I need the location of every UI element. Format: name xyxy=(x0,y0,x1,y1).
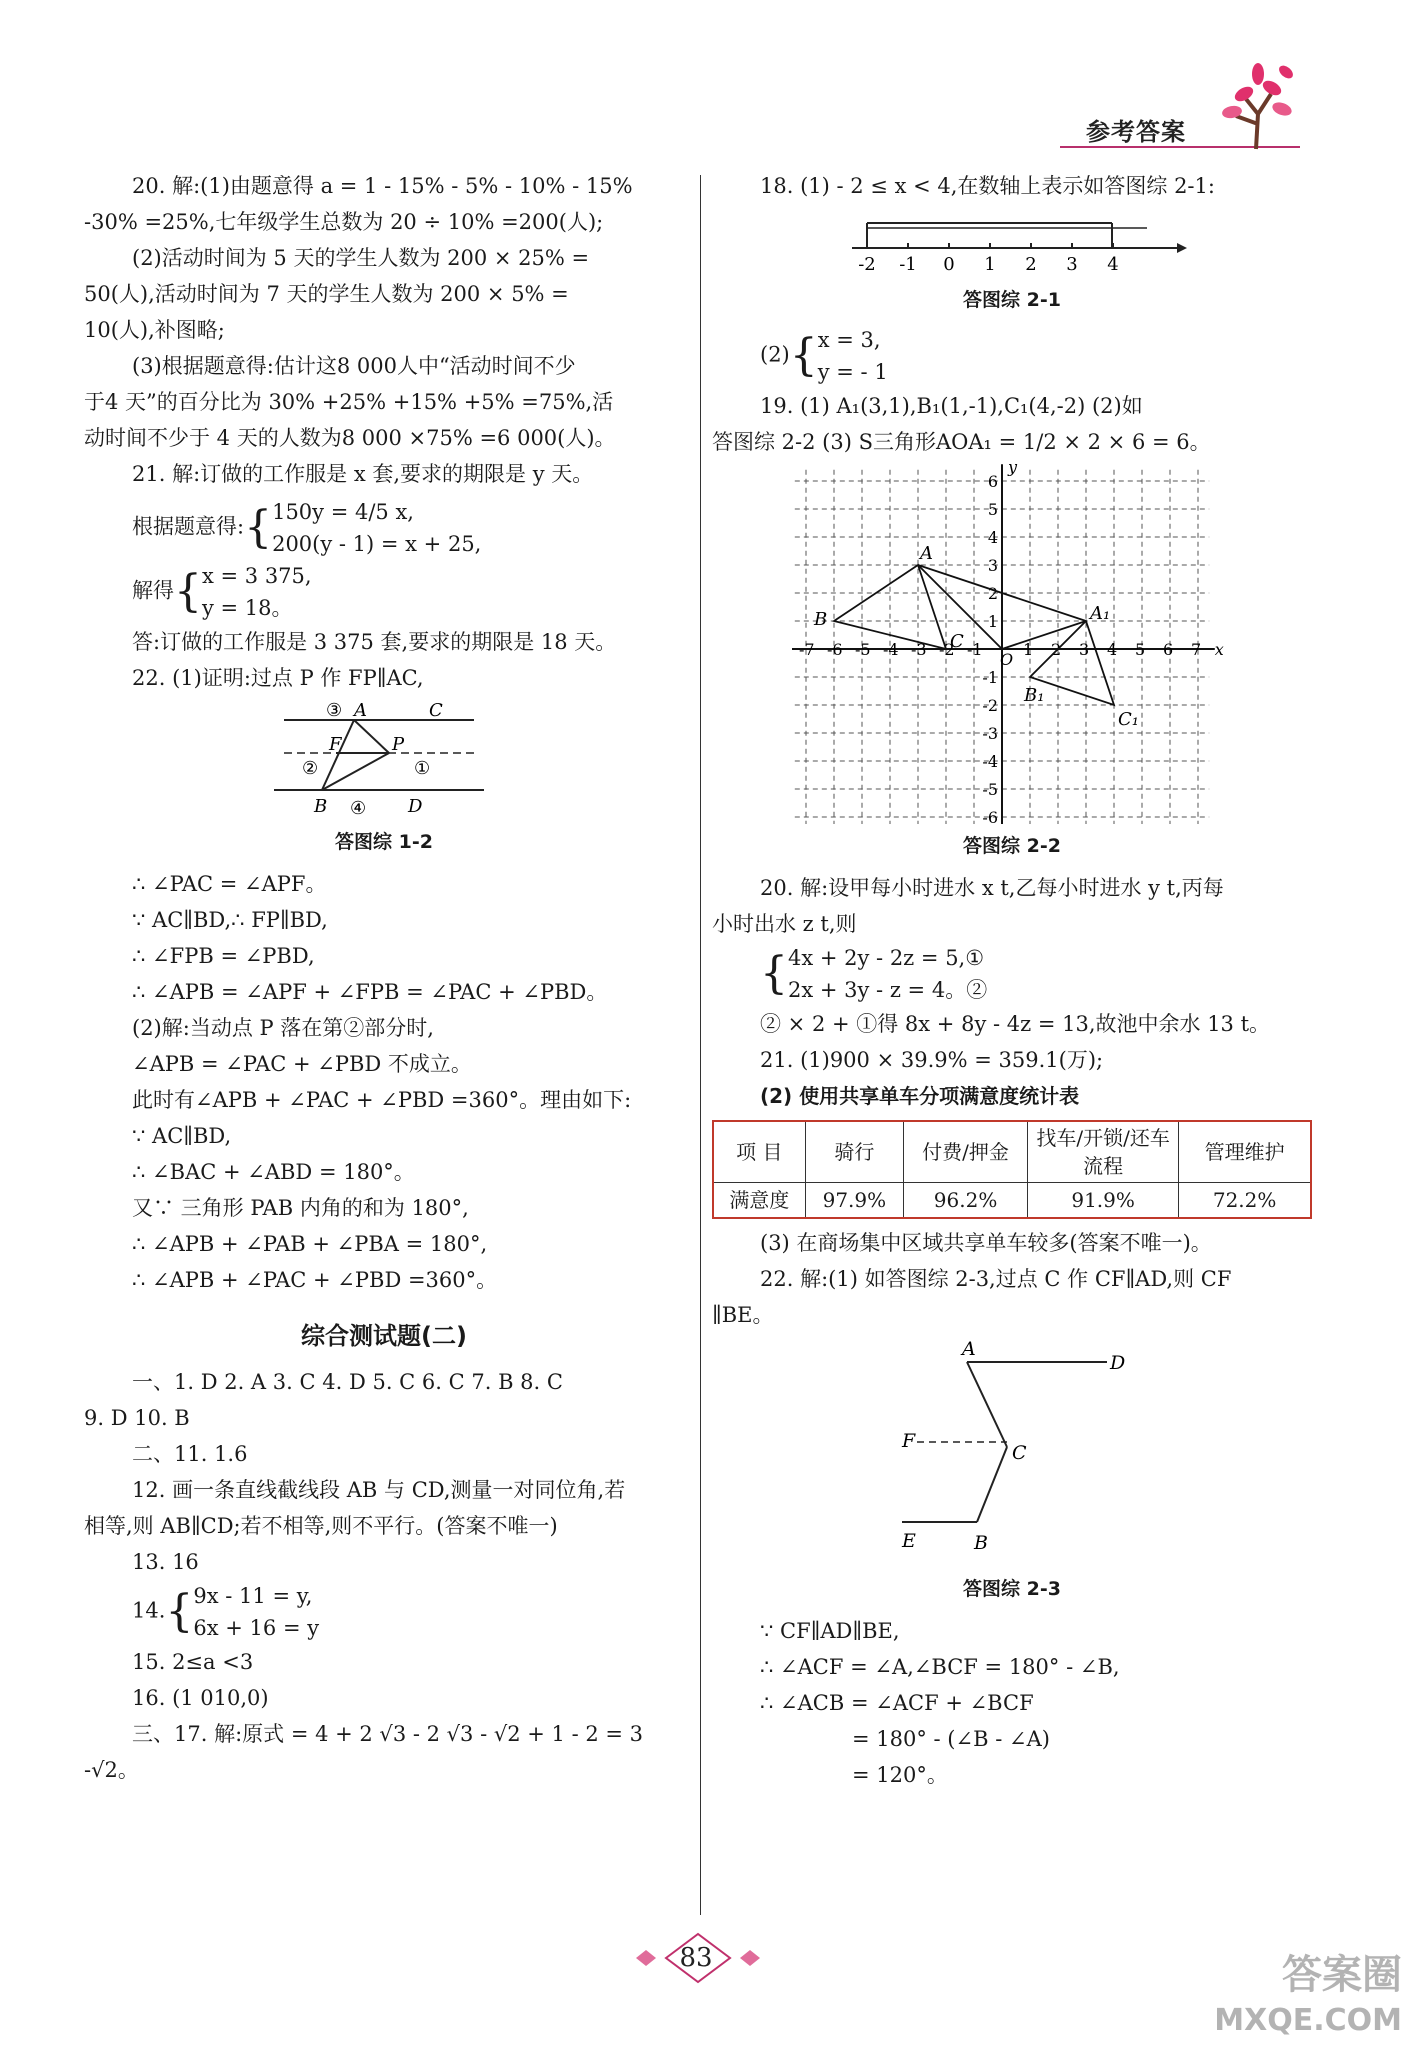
q18b-eq2: y = - 1 xyxy=(817,360,888,384)
figure-caption: 答图综 2-2 xyxy=(963,835,1061,857)
point-label-a1: A₁ xyxy=(1090,603,1111,624)
fig12-label: ③ xyxy=(326,700,343,721)
q21-sol2: y = 18。 xyxy=(202,596,293,620)
q18b-system xyxy=(712,324,1312,388)
y-tick-label: 5 xyxy=(987,500,998,519)
fig12-label: ② xyxy=(302,758,319,779)
section-title: 综合测试题(二) xyxy=(301,1322,467,1350)
fill14-num: 14. xyxy=(132,1598,166,1623)
x-tick-label: -4 xyxy=(883,640,899,659)
fig23-label: E xyxy=(902,1530,916,1552)
right-column xyxy=(712,168,1312,1793)
table-cell: 97.9% xyxy=(805,1183,903,1219)
brace-icon: { xyxy=(165,1586,194,1637)
mc-answers: 一、1. D 2. A 3. C 4. D 5. C 6. C 7. B 8. C xyxy=(132,1370,563,1394)
column-divider xyxy=(700,175,701,1915)
x-tick-label: -2 xyxy=(939,640,955,659)
x-tick-label: -5 xyxy=(855,640,871,659)
proof-line: ∵ AC∥BD, xyxy=(132,1124,232,1148)
table-header-cell: 项 目 xyxy=(713,1121,805,1183)
proof-line: ∵ AC∥BD,∴ FP∥BD, xyxy=(132,908,328,932)
x-tick-label: 3 xyxy=(1079,640,1090,659)
table-cell: 91.9% xyxy=(1028,1183,1179,1219)
q21-eq1: 150y = 4/5 x, xyxy=(272,500,414,524)
fill-answer: 16. (1 010,0) xyxy=(132,1686,269,1710)
y-tick-label: -1 xyxy=(982,668,998,687)
q21-line: (3) 在商场集中区域共享单车较多(答案不唯一)。 xyxy=(760,1231,1212,1255)
proof-line: ∴ ∠PAC = ∠APF。 xyxy=(132,872,327,896)
fill14-eq1: 9x - 11 = y, xyxy=(193,1584,313,1608)
q18b-eq1: x = 3, xyxy=(817,328,881,352)
number-line-tick-label: 4 xyxy=(1107,254,1119,275)
q21-line: 21. (1)900 × 39.9% = 359.1(万); xyxy=(760,1048,1104,1072)
q20-line: 20. 解:设甲每小时进水 x t,乙每小时进水 y t,丙每 xyxy=(760,876,1224,900)
table-header-row xyxy=(713,1121,1311,1183)
x-axis-label: x xyxy=(1214,640,1224,659)
proof-line: 又∵ 三角形 PAB 内角的和为 180°, xyxy=(132,1196,469,1220)
q21-eq2: 200(y - 1) = x + 25, xyxy=(272,532,482,556)
q20-system xyxy=(712,942,1312,1006)
fig12-label: F xyxy=(329,734,342,755)
q20-line: (3)根据题意得:估计这8 000人中“活动时间不少 xyxy=(132,354,576,378)
fill-answer: 15. 2≤a <3 xyxy=(132,1650,254,1674)
number-line-tick-label: 3 xyxy=(1066,254,1078,275)
proof-line: ∴ ∠ACB = ∠ACF + ∠BCF xyxy=(760,1691,1034,1715)
q17-line: 三、17. 解:原式 = 4 + 2 √3 - 2 √3 - √2 + 1 - 2 = 3 xyxy=(132,1722,644,1746)
fig23-label: D xyxy=(1110,1352,1126,1374)
q19-line: 答图综 2-2 (3) S三角形AOA₁ = 1/2 × 2 × 6 = 6。 xyxy=(712,430,1211,454)
fill14-eq2: 6x + 16 = y xyxy=(193,1616,320,1640)
x-tick-label: 4 xyxy=(1107,640,1118,659)
table-cell: 96.2% xyxy=(904,1183,1028,1219)
x-tick-label: 7 xyxy=(1191,640,1202,659)
fig23-label: C xyxy=(1012,1442,1027,1464)
q20-eq1: 4x + 2y - 2z = 5,① xyxy=(788,946,985,970)
tree-logo-icon xyxy=(1206,54,1306,154)
point-label-b: B xyxy=(814,609,828,630)
q20-line: 动时间不少于 4 天的人数为8 000 ×75% =6 000(人)。 xyxy=(84,426,616,450)
q21-sol1: x = 3 375, xyxy=(202,564,312,588)
fig12-label: ① xyxy=(414,758,431,779)
x-tick-label: 1 xyxy=(1023,640,1034,659)
figure-1-2 xyxy=(274,700,494,820)
q20-line: ② × 2 + ①得 8x + 8y - 4z = 13,故池中余水 13 t。 xyxy=(760,1012,1271,1036)
q20-line: -30% =25%,七年级学生总数为 20 ÷ 10% =200(人); xyxy=(84,210,604,234)
table-header-cell: 管理维护 xyxy=(1179,1121,1311,1183)
y-tick-label: 6 xyxy=(987,472,998,491)
table-title: (2) 使用共享单车分项满意度统计表 xyxy=(760,1084,1080,1108)
number-line-tick-label: -1 xyxy=(899,254,917,275)
brace-icon: { xyxy=(789,330,818,381)
x-tick-label: -1 xyxy=(967,640,983,659)
table-cell: 满意度 xyxy=(713,1183,805,1219)
q22-intro: 22. (1)证明:过点 P 作 FP∥AC, xyxy=(132,666,424,690)
proof-line: ∴ ∠APB + ∠PAB + ∠PBA = 180°, xyxy=(132,1232,488,1256)
fig12-label: P xyxy=(392,734,405,755)
watermark-text: 答案圈 xyxy=(1282,1952,1402,1998)
table-header-cell: 付费/押金 xyxy=(904,1121,1028,1183)
header-label: 参考答案 xyxy=(1086,118,1186,146)
fig23-label: A xyxy=(962,1338,976,1360)
number-line-tick-label: -2 xyxy=(858,254,876,275)
watermark xyxy=(1214,1952,1402,2044)
y-tick-label: 4 xyxy=(987,528,998,547)
fig12-label: C xyxy=(429,700,443,721)
fill-answer: 13. 16 xyxy=(132,1550,199,1574)
page-number: 83 xyxy=(679,1943,713,1973)
q21-answer: 答:订做的工作服是 3 375 套,要求的期限是 18 天。 xyxy=(132,630,617,654)
proof-line: = 120°。 xyxy=(852,1763,948,1787)
proof-line: ∴ ∠BAC + ∠ABD = 180°。 xyxy=(132,1160,415,1184)
brace-icon: { xyxy=(760,948,788,999)
q21-solution xyxy=(84,560,684,624)
mc-answers: 9. D 10. B xyxy=(84,1406,190,1430)
q20-line: 于4 天”的百分比为 30% +25% +15% +5% =75%,活 xyxy=(84,390,614,414)
x-tick-label: 2 xyxy=(1051,640,1062,659)
point-label-a: A xyxy=(920,543,933,564)
proof-line: ∴ ∠APB + ∠PAC + ∠PBD =360°。 xyxy=(132,1268,498,1292)
number-line-tick-label: 0 xyxy=(943,254,955,275)
y-axis-label: y xyxy=(1008,464,1018,477)
q18b-num: (2) xyxy=(760,342,790,367)
left-column xyxy=(84,168,684,1788)
brace-icon: { xyxy=(174,566,202,617)
number-line-tick-label: 2 xyxy=(1025,254,1037,275)
figure-caption: 答图综 2-3 xyxy=(963,1578,1061,1600)
figure-caption: 答图综 1-2 xyxy=(335,831,433,853)
fig12-label: D xyxy=(408,796,423,817)
proof-line: ∠APB = ∠PAC + ∠PBD 不成立。 xyxy=(132,1052,472,1076)
q21-solve-lead: 解得 xyxy=(132,578,174,603)
q22-line: ∥BE。 xyxy=(712,1303,774,1327)
x-tick-label: -7 xyxy=(799,640,815,659)
y-tick-label: 1 xyxy=(987,612,998,631)
q22-line: 22. 解:(1) 如答图综 2-3,过点 C 作 CF∥AD,则 CF xyxy=(760,1267,1232,1291)
y-tick-label: -4 xyxy=(982,752,998,771)
fill-answer: 12. 画一条直线截线段 AB 与 CD,测量一对同位角,若 xyxy=(132,1478,626,1502)
number-line-tick-label: 1 xyxy=(984,254,996,275)
proof-line: ∴ ∠FPB = ∠PBD, xyxy=(132,944,315,968)
q20-line: 20. 解:(1)由题意得 a = 1 - 15% - 5% - 10% - 15% xyxy=(132,174,633,198)
proof-line: 此时有∠APB + ∠PAC + ∠PBD =360°。理由如下: xyxy=(132,1088,632,1112)
figure-caption: 答图综 2-1 xyxy=(963,289,1061,311)
x-tick-label: -6 xyxy=(827,640,843,659)
point-label-c1: C₁ xyxy=(1118,709,1139,730)
fig23-label: F xyxy=(902,1430,916,1452)
y-tick-label: -3 xyxy=(982,724,998,743)
figure-2-3 xyxy=(882,1337,1142,1567)
brace-icon: { xyxy=(244,502,273,553)
q20-line: 小时出水 z t,则 xyxy=(712,912,857,936)
fig12-label: A xyxy=(354,700,367,721)
q20-eq2: 2x + 3y - z = 4。② xyxy=(788,978,988,1002)
proof-line: ∵ CF∥AD∥BE, xyxy=(760,1619,900,1643)
proof-line: ∴ ∠APB = ∠APF + ∠FPB = ∠PAC + ∠PBD。 xyxy=(132,980,608,1004)
watermark-url: MXQE.COM xyxy=(1214,2003,1402,2038)
satisfaction-table xyxy=(712,1120,1312,1219)
x-tick-label: 6 xyxy=(1163,640,1174,659)
segment-oa1 xyxy=(1002,621,1086,649)
x-tick-label: 5 xyxy=(1135,640,1146,659)
fill-answer: 相等,则 AB∥CD;若不相等,则不平行。(答案不唯一) xyxy=(84,1514,558,1538)
proof-line: ∴ ∠ACF = ∠A,∠BCF = 180° - ∠B, xyxy=(760,1655,1120,1679)
q17-line: -√2。 xyxy=(84,1758,139,1782)
q20-line: 50(人),活动时间为 7 天的学生人数为 200 × 5% = xyxy=(84,282,569,306)
y-tick-label: 2 xyxy=(987,584,998,603)
origin-label: O xyxy=(1000,650,1014,669)
q18-line: 18. (1) - 2 ≤ x < 4,在数轴上表示如答图综 2-1: xyxy=(760,174,1215,198)
fig12-label: B xyxy=(314,796,328,817)
x-tick-label: -3 xyxy=(911,640,927,659)
y-tick-label: -6 xyxy=(982,808,998,824)
y-tick-label: 3 xyxy=(987,556,998,575)
fill-answer: 二、11. 1.6 xyxy=(132,1442,248,1466)
number-line-figure xyxy=(832,208,1192,278)
y-tick-label: -2 xyxy=(982,696,998,715)
q21-system xyxy=(84,496,684,560)
proof-line: (2)解:当动点 P 落在第②部分时, xyxy=(132,1016,434,1040)
proof-line: = 180° - (∠B - ∠A) xyxy=(852,1727,1050,1751)
q21-intro: 21. 解:订做的工作服是 x 套,要求的期限是 y 天。 xyxy=(132,462,594,486)
q20-line: 10(人),补图略; xyxy=(84,318,225,342)
table-cell: 72.2% xyxy=(1179,1183,1311,1219)
fill-answer-14 xyxy=(84,1580,684,1644)
coordinate-grid-figure xyxy=(792,464,1232,824)
q19-line: 19. (1) A₁(3,1),B₁(1,-1),C₁(4,-2) (2)如 xyxy=(760,394,1143,418)
y-tick-label: -5 xyxy=(982,780,998,799)
q20-line: (2)活动时间为 5 天的学生人数为 200 × 25% = xyxy=(132,246,590,270)
table-header-cell: 骑行 xyxy=(805,1121,903,1183)
table-row xyxy=(713,1183,1311,1219)
fig23-label: B xyxy=(974,1532,988,1554)
point-label-c: C xyxy=(950,631,964,652)
q21-lead: 根据题意得: xyxy=(132,514,245,539)
fig12-label: ④ xyxy=(350,798,367,819)
point-label-b1: B₁ xyxy=(1024,685,1045,706)
table-header-cell: 找车/开锁/还车流程 xyxy=(1028,1121,1179,1183)
